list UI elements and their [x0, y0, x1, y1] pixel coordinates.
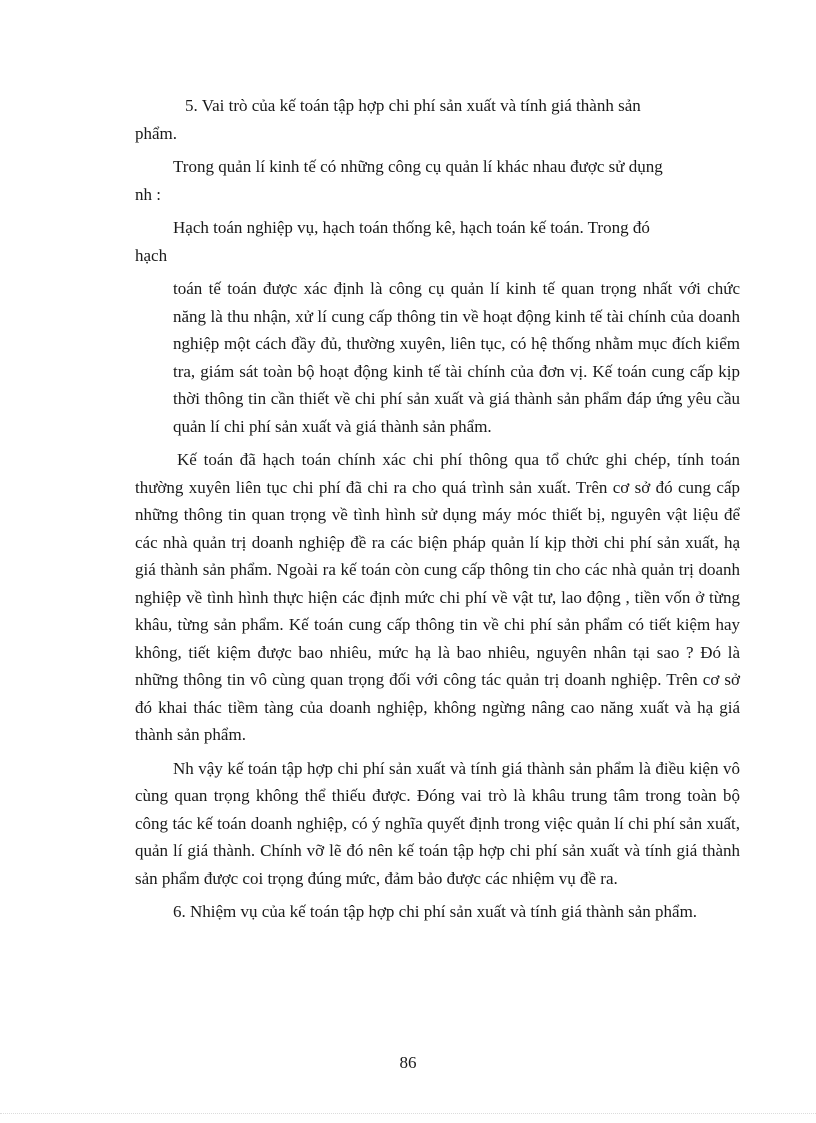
accounting-types-line1: Hạch toán nghiệp vụ, hạch toán thống kê, hạch toán kế toán. Trong đó: [173, 218, 650, 237]
accounting-role-paragraph: toán tế toán được xác định là công cụ quản lí kinh tế quan trọng nhất với chức năng là thu nhận, xử lí cung cấp thông tin về hoạt động kinh tế tài chính của doanh nghiệp một cách đầy đủ, thường xuyên, liên tục, có hệ thống nhằm mục đích kiểm tra, giám sát toàn bộ hoạt động kinh tế tài chính của đơn vị. Kế toán cung cấp kịp thời thông tin cần thiết về chi phí sản xuất và giá thành sản phẩm đáp ứng yêu cầu quản lí chi phí sản xuất và giá thành sản phẩm.: [173, 279, 740, 436]
intro-paragraph: [135, 153, 740, 208]
page-number: 86: [399, 1053, 417, 1072]
accounting-types-line2: hạch: [135, 245, 168, 265]
accounting-information-paragraph: Kế toán đã hạch toán chính xác chi phí thông qua tổ chức ghi chép, tính toán thường xuyên liên tục chi phí đã chi ra cho quá trình sản xuất. Trên cơ sở đó cung cấp những thông tin quan trọng về tình hình sử dụng máy móc thiết bị, nguyên vật liệu để các nhà quản trị doanh nghiệp đề ra các biện pháp quản lí kịp thời chi phí sản xuất, hạ giá thành sản phẩm. Ngoài ra kế toán còn cung cấp thông tin cho các nhà quản trị doanh nghiệp về tình hình thực hiện các định mức chi phí về vật tư, lao động , tiền vốn ở từng khâu, từng sản phẩm. Kế toán cung cấp thông tin về chi phí sản phẩm có tiết kiệm hay không, tiết kiệm được bao nhiêu, mức hạ là bao nhiêu, nguyên nhân tại sao ? Đó là những thông tin vô cùng quan trọng đối với công tác quản trị doanh nghiệp. Trên cơ sở đó khai thác tiềm tàng của doanh nghiệp, không ngừng nâng cao năng xuất và hạ giá thành sản phẩm.: [135, 450, 740, 744]
intro-paragraph-line2: nh :: [135, 184, 161, 204]
section-5-heading-line2: phẩm.: [135, 123, 178, 143]
document-page: [135, 92, 740, 932]
section-5-heading-line1: 5. Vai trò của kế toán tập hợp chi phí sản xuất và tính giá thành sản: [185, 96, 641, 115]
section-5-heading: [135, 92, 740, 147]
conclusion-paragraph: Nh vậy kế toán tập hợp chi phí sản xuất và tính giá thành sản phẩm là điều kiện vô cùng quan trọng không thể thiếu được. Đóng vai trò là khâu trung tâm trong toàn bộ công tác kế toán doanh nghiệp, có ý nghĩa quyết định trong việc quản lí chi phí sản xuất, quản lí giá thành. Chính vỡ lẽ đó nên kế toán tập hợp chi phí sản xuất và tính giá thành sản phẩm được coi trọng đúng mức, đảm bảo được các nhiệm vụ đề ra.: [135, 758, 740, 888]
footer-divider: [0, 1113, 816, 1114]
accounting-types-paragraph: [135, 214, 740, 269]
section-6-heading: 6. Nhiệm vụ của kế toán tập hợp chi phí sản xuất và tính giá thành sản phẩm.: [173, 902, 698, 921]
intro-paragraph-line1: Trong quản lí kinh tế có những công cụ quản lí khác nhau được sử dụng: [173, 157, 663, 176]
